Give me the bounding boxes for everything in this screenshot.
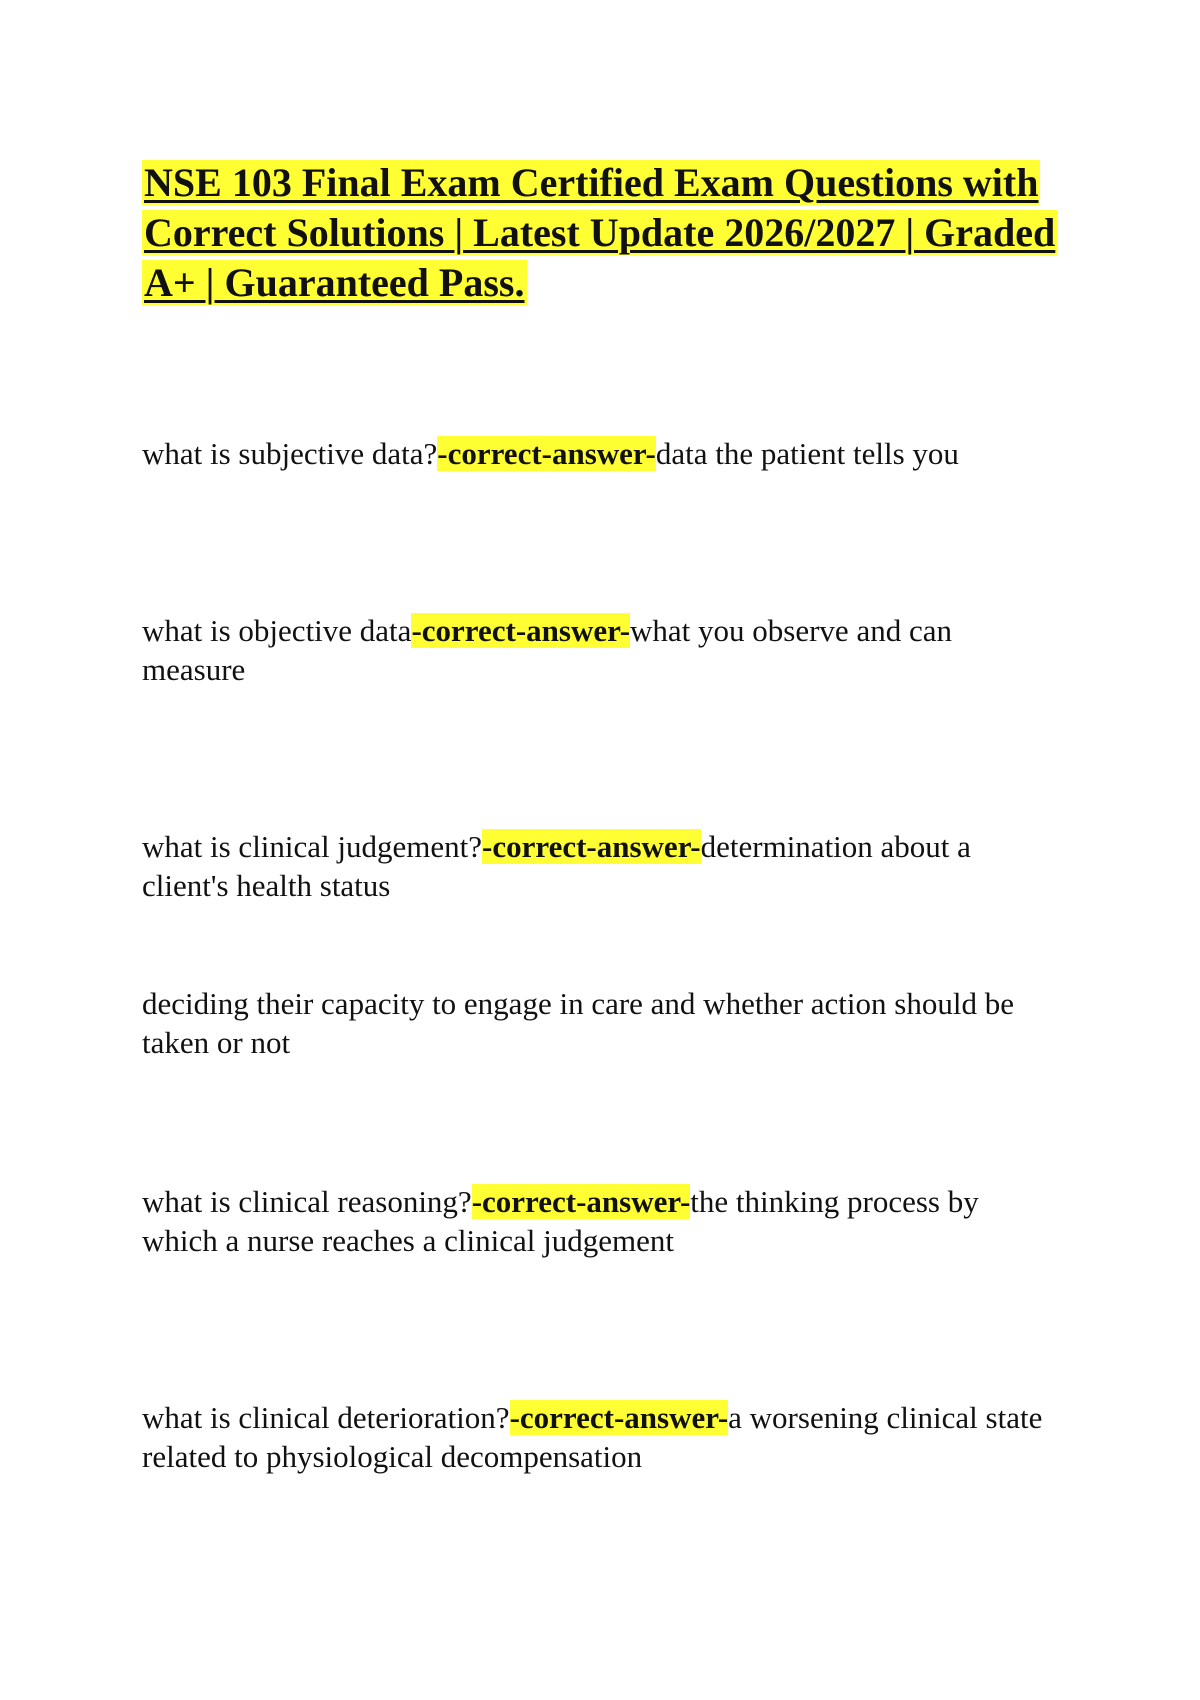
qa-item [142,1182,1062,1260]
answer-marker: -correct-answer- [471,1184,691,1219]
answer-text: the thinking process by which a nurse reaches a clinical judgement [142,1184,979,1258]
answer-text: what you observe and can measure [142,613,952,687]
document-title-text: NSE 103 Final Exam Certified Exam Questions with Correct Solutions | Latest Update 2026/2027 | Graded A+ | Guaranteed Pass. [144,160,1056,305]
qa-item [142,611,1062,689]
question-text: what is clinical reasoning? [142,1184,472,1219]
answer-marker: -correct-answer- [482,829,701,864]
question-text: what is clinical judgement? [142,829,483,864]
question-text: what is subjective data? [142,436,438,471]
answer-text: a worsening clinical state related to physiological decompensation [142,1400,1043,1474]
qa-item [142,1398,1062,1476]
answer-text: data the patient tells you [655,436,959,471]
document-title [142,158,1072,308]
answer-marker: -correct-answer- [437,436,656,471]
answer-continuation: deciding their capacity to engage in care and whether action should be taken or not [142,986,1014,1060]
qa-item [142,434,1062,473]
question-text: what is clinical deterioration? [142,1400,510,1435]
answer-text: determination about a client's health status [142,829,971,903]
question-text: what is objective data [142,613,412,648]
answer-marker: -correct-answer- [411,613,631,648]
answer-marker: -correct-answer- [509,1400,729,1435]
qa-item [142,827,1062,905]
